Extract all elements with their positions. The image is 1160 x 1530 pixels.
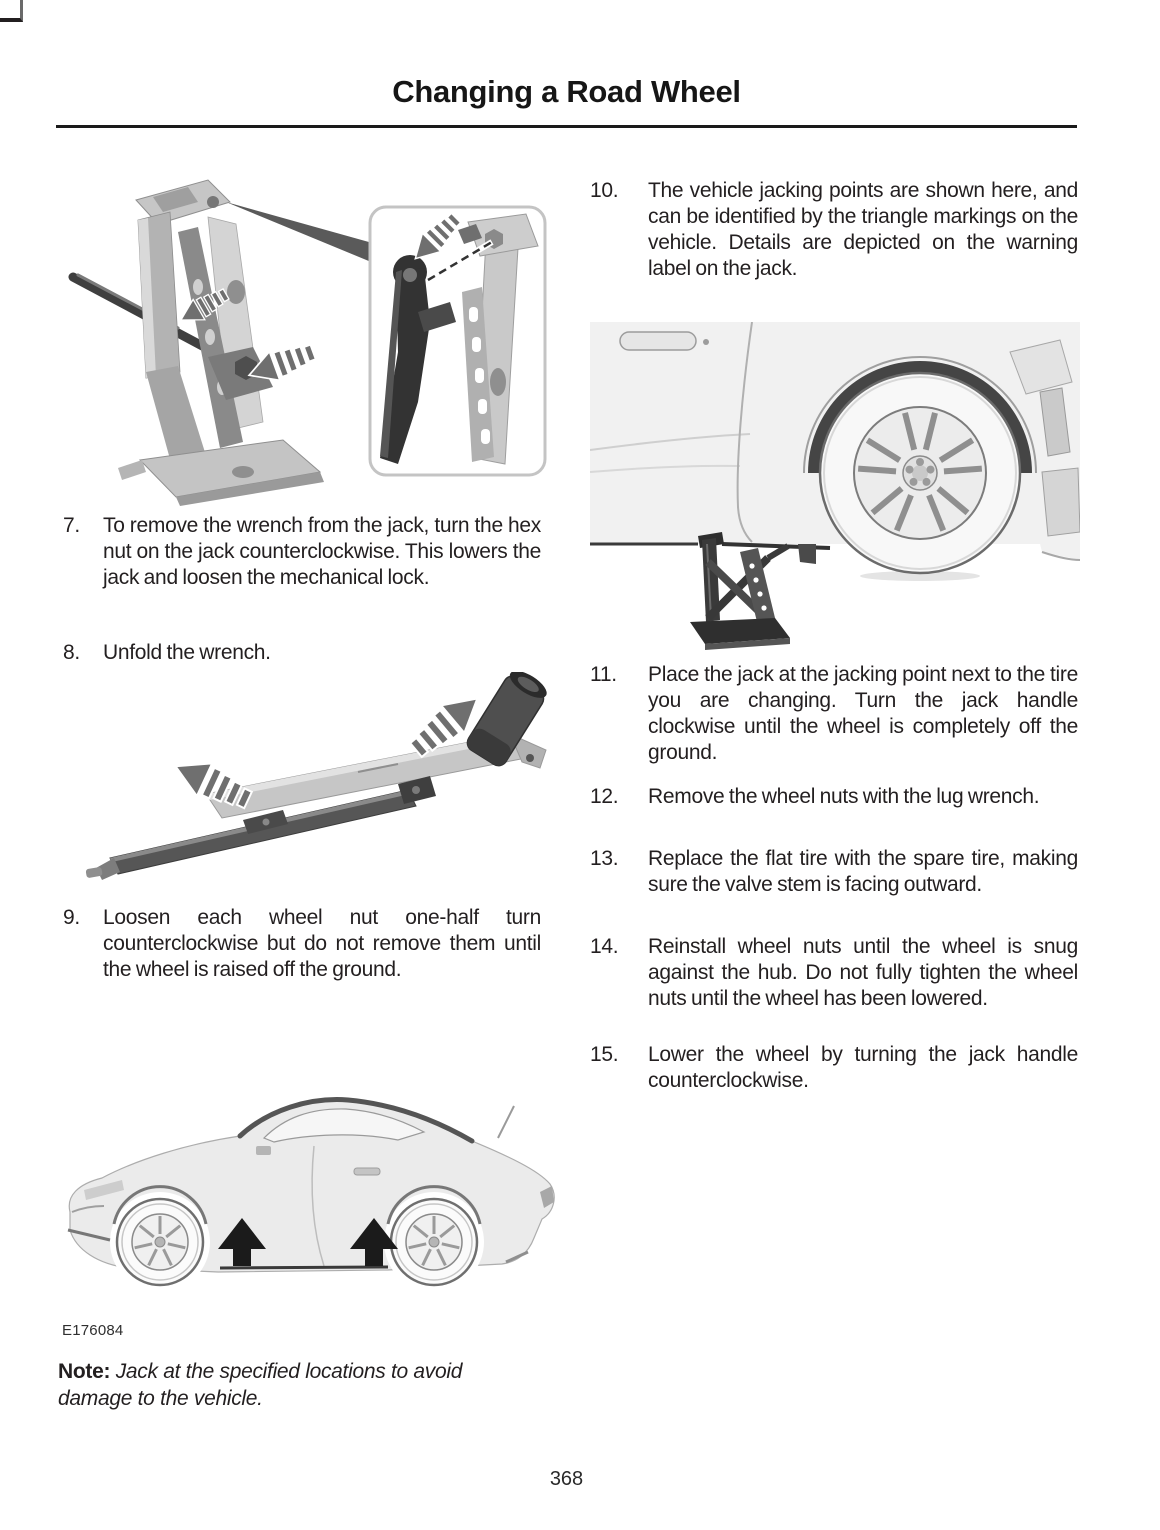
step-number: 7.	[63, 514, 80, 537]
figure-car-side-jacking-points	[58, 1062, 563, 1317]
figure-scissor-jack	[58, 172, 550, 507]
step-text: Unfold the wrench.	[103, 641, 271, 664]
page-number: 368	[549, 1468, 584, 1490]
step-text: To remove the wrench from the jack, turn the hex nut on the jack counterclockwise. This lowers the jack and loosen the mechanical lock.	[103, 514, 541, 589]
car-side-illustration	[58, 1062, 563, 1317]
page-corner-mark	[0, 0, 23, 22]
title-rule	[56, 125, 1077, 128]
step-number: 13.	[590, 847, 619, 870]
step-text: Replace the flat tire with the spare tire, making sure the valve stem is facing outward.	[648, 847, 1078, 896]
step-12	[590, 784, 1078, 810]
figure-label: E176084	[62, 1322, 124, 1339]
step-text: Place the jack at the jacking point next to the tire you are changing. Turn the jack handle clockwise until the wheel is completely off the ground.	[648, 663, 1078, 764]
step-15	[590, 1042, 1078, 1094]
step-text: Reinstall wheel nuts until the wheel is snug against the hub. Do not fully tighten the wheel nuts until the wheel has been lowered.	[648, 935, 1078, 1010]
step-8	[63, 640, 541, 666]
step-7	[63, 513, 541, 591]
step-text: The vehicle jacking points are shown here, and can be identified by the triangle markings on the vehicle. Details are depicted on the warning label on the jack.	[648, 179, 1078, 280]
step-number: 12.	[590, 785, 619, 808]
page-title: Changing a Road Wheel	[392, 74, 741, 109]
step-9	[63, 905, 541, 983]
step-number: 8.	[63, 641, 80, 664]
step-13	[590, 846, 1078, 898]
scissor-jack-illustration	[58, 172, 550, 507]
step-text: Loosen each wheel nut one-half turn counterclockwise but do not remove them until the wheel is raised off the ground.	[103, 906, 541, 981]
step-number: 10.	[590, 179, 619, 202]
step-number: 11.	[590, 663, 617, 686]
step-10	[590, 178, 1078, 282]
step-number: 15.	[590, 1043, 619, 1066]
step-number: 14.	[590, 935, 619, 958]
step-text: Lower the wheel by turning the jack handle counterclockwise.	[648, 1043, 1078, 1092]
lug-wrench-illustration	[58, 672, 558, 892]
step-14	[590, 934, 1078, 1012]
figure-jack-at-wheel	[590, 322, 1080, 654]
jack-at-wheel-illustration	[590, 322, 1080, 654]
step-11	[590, 662, 1078, 766]
note	[58, 1358, 520, 1412]
figure-lug-wrench	[58, 672, 558, 892]
note-label: Note:	[58, 1360, 111, 1383]
step-text: Remove the wheel nuts with the lug wrench.	[648, 785, 1040, 808]
step-number: 9.	[63, 906, 80, 929]
scissor-jack-under-car	[690, 532, 790, 650]
note-text: Jack at the specified locations to avoid damage to the vehicle.	[58, 1360, 463, 1410]
